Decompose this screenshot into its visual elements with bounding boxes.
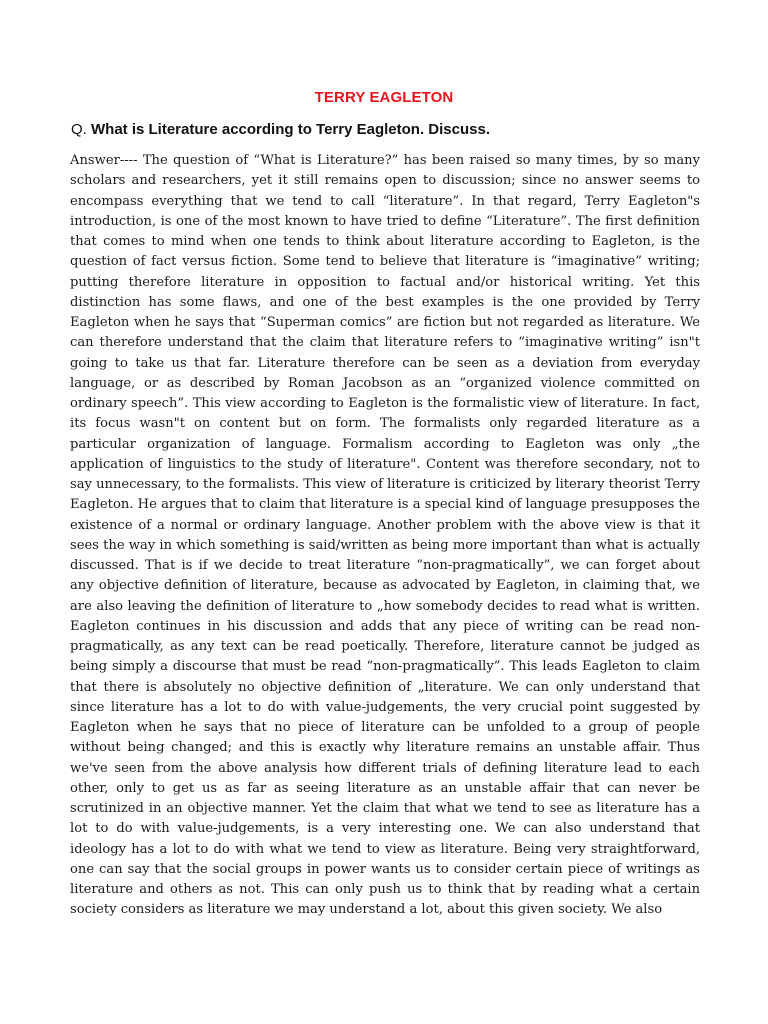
- document-title: TERRY EAGLETON: [314, 89, 454, 106]
- question-line: [71, 121, 711, 138]
- question-text: What is Literature according to Terry Eagleton. Discuss.: [91, 121, 490, 138]
- answer-paragraph: Answer---- The question of “What is Literature?” has been raised so many times, by so many scholars and researchers, yet it still remains open to discussion; since no answer seems to encompass everything that we tend to call “literature”. In that regard, Terry Eagleton"s introduction, is one of the most known to have tried to define “Literature”. The first definition that comes to mind when one tends to think about literature according to Eagleton, is the question of fact versus fiction. Some tend to believe that literature is “imaginative” writing; putting therefore literature in opposition to factual and/or historical writing. Yet this distinction has some flaws, and one of the best examples is the one provided by Terry Eagleton when he says that “Superman comics” are fiction but not regarded as literature. We can therefore understand that the claim that literature refers to “imaginative writing” isn"t going to take us that far. Literature therefore can be seen as a deviation from everyday language, or as described by Roman Jacobson as an “organized violence committed on ordinary speech”. This view according to Eagleton is the formalistic view of literature. In fact, its focus wasn"t on content but on form. The formalists only regarded literature as a particular organization of language. Formalism according to Eagleton was only „the application of linguistics to the study of literature". Content was therefore secondary, not to say unnecessary, to the formalists. This view of literature is criticized by literary theorist Terry Eagleton. He argues that to claim that literature is a special kind of language presupposes the existence of a normal or ordinary language. Another problem with the above view is that it sees the way in which something is said/written as being more important than what is actually discussed. That is if we decide to treat literature “non-pragmatically”, we can forget about any objective definition of literature, because as advocated by Eagleton, in claiming that, we are also leaving the definition of literature to „how somebody decides to read what is written. Eagleton continues in his discussion and adds that any piece of writing can be read non- pragmatically, as any text can be read poetically. Therefore, literature cannot be judged as being simply a discourse that must be read “non-pragmatically”. This leads Eagleton to claim that there is absolutely no objective definition of „literature. We can only understand that since literature has a lot to do with value-judgements, the very crucial point suggested by Eagleton when he says that no piece of literature can be unfolded to a group of people without being changed; and this is exactly why literature remains an unstable affair. Thus we've seen from the above analysis how different trials of defining literature lead to each other, only to get us as far as seeing literature as an unstable affair that can never be scrutinized in an objective manner. Yet the claim that what we tend to see as literature has a lot to do with value-judgements, is a very interesting one. We can also understand that ideology has a lot to do with what we tend to view as literature. Being very straightforward, one can say that the social groups in power wants us to consider certain piece of writings as literature and others as not. This can only push us to think that by reading what a certain society considers as literature we may understand a lot, about this given society. We also: [70, 153, 700, 918]
- question-prefix: Q.: [71, 121, 92, 138]
